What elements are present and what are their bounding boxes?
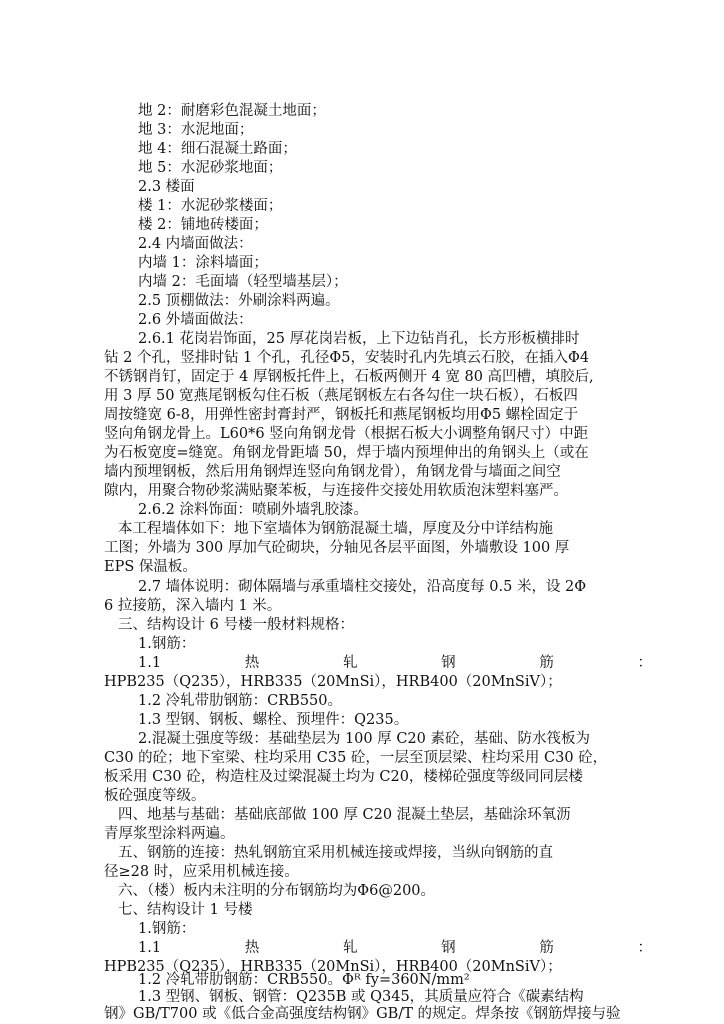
justified-token: 钢 bbox=[441, 655, 456, 671]
paragraph-line: C30 的砼；地下室梁、柱均采用 C35 砼，一层至顶层梁、柱均采用 C30 砼， bbox=[104, 750, 608, 766]
paragraph-line: 板采用 C30 砼，构造柱及过梁混凝土均为 C20，楼梯砼强度等级同同层楼 bbox=[104, 769, 583, 785]
justified-token: 筋 bbox=[539, 655, 554, 671]
paragraph-line: 周按缝宽 6-8，用弹性密封膏封严，钢板托和燕尾钢板均用Φ5 螺栓固定于 bbox=[104, 407, 579, 423]
paragraph-line: 青厚浆型涂料两遍。 bbox=[104, 826, 235, 842]
paragraph-line: 四、地基与基础：基础底部做 100 厚 C20 混凝土垫层，基础涂环氧沥 bbox=[118, 807, 571, 823]
section-heading: 2.4 内墙面做法： bbox=[138, 236, 253, 252]
justified-line bbox=[104, 939, 652, 957]
section-heading: 2.3 楼面 bbox=[138, 179, 195, 195]
text-line: 内墙 2：毛面墙（轻型墙基层）； bbox=[138, 274, 348, 290]
text-line: 1.2 冷轧带肋钢筋：CRB550。Φᴿ fy=360N/mm² bbox=[138, 972, 470, 988]
text-line: 地 5：水泥砂浆地面； bbox=[138, 160, 283, 176]
paragraph-line: 墙内预埋钢板，然后用角钢焊连竖向角钢龙骨），角钢龙骨与墙面之间空 bbox=[104, 464, 561, 480]
justified-token: 轧 bbox=[342, 655, 358, 671]
justified-token: 钢 bbox=[441, 940, 456, 956]
text-line: 2.5 顶棚做法：外刷涂料两遍。 bbox=[138, 293, 340, 309]
justified-token: 筋 bbox=[539, 940, 554, 956]
paragraph-line: 竖向角钢龙骨上。L60*6 竖向角钢龙骨（根据石板大小调整角钢尺寸）中距 bbox=[104, 426, 589, 442]
text-line: HPB235（Q235），HRB335（20MnSi），HRB400（20MnSiV）； bbox=[104, 674, 562, 690]
section-heading: 七、结构设计 1 号楼 bbox=[118, 902, 253, 918]
justified-token: 热 bbox=[244, 940, 260, 956]
paragraph-line: 钢》GB/T700 或《低合金高强度结构钢》GB/T 的规定。焊条按《钢筋焊接与验 bbox=[104, 1006, 621, 1022]
paragraph-line: 不锈钢肖钉，固定于 4 厚钢板托件上，石板两侧开 4 宽 80 高凹槽，填胶后, bbox=[104, 369, 594, 385]
section-heading: 三、结构设计 6 号楼一般材料规格： bbox=[118, 617, 354, 633]
paragraph-line: 1.3 型钢、钢板、钢管：Q235B 或 Q345，其质量应符合《碳素结构 bbox=[138, 989, 584, 1005]
paragraph-line: 工图；外墙为 300 厚加气砼砌块，分轴见各层平面图，外墙敷设 100 厚 bbox=[104, 540, 570, 556]
justified-token: 轧 bbox=[342, 940, 358, 956]
paragraph-line: 2.混凝土强度等级：基础垫层为 100 厚 C20 素砼，基础、防水筏板为 bbox=[138, 731, 590, 747]
justified-token: 1.1 bbox=[138, 655, 162, 671]
paragraph-line: 钻 2 个孔，竖排时钻 1 个孔，孔径Φ5，安装时孔内先填云石胶，在插入Φ4 bbox=[104, 350, 590, 366]
paragraph-line: 为石板宽度=缝宽。角钢龙骨距墙 50，焊于墙内预埋伸出的角钢头上（或在 bbox=[104, 445, 589, 461]
text-line: 楼 2：铺地砖楼面； bbox=[138, 217, 268, 233]
justified-token: 1.1 bbox=[138, 940, 162, 956]
justified-token: 热 bbox=[244, 655, 260, 671]
justified-token: ： bbox=[637, 940, 652, 956]
paragraph-line: 六、（楼）板内未注明的分布钢筋均为Φ6@200。 bbox=[118, 883, 436, 899]
text-line: 楼 1：水泥砂浆楼面； bbox=[138, 198, 283, 214]
text-line: 地 2：耐磨彩色混凝土地面； bbox=[138, 103, 326, 119]
paragraph-line: 用 3 厚 50 宽燕尾钢板勾住石板（燕尾钢板左右各勾住一块石板），石板四 bbox=[104, 388, 578, 404]
justified-token: ： bbox=[637, 655, 652, 671]
paragraph-line: 径≥28 时，应采用机械连接。 bbox=[104, 864, 299, 880]
paragraph-line: 2.6.1 花岗岩饰面，25 厚花岗岩板，上下边钻肖孔，长方形板横排时 bbox=[138, 331, 580, 347]
text-line: HPB235（Q235），HRB335（20MnSi），HRB400（20MnSiV）； bbox=[104, 959, 562, 975]
section-heading: 2.6 外墙面做法： bbox=[138, 312, 253, 328]
justified-line bbox=[104, 654, 652, 672]
paragraph-line: 6 拉接筋，深入墙内 1 米。 bbox=[104, 598, 282, 614]
text-line: 1.钢筋： bbox=[138, 921, 196, 937]
paragraph-line: 板砼强度等级。 bbox=[104, 788, 206, 804]
text-line: 内墙 1：涂料墙面； bbox=[138, 255, 268, 271]
paragraph-line: EPS 保温板。 bbox=[104, 559, 197, 575]
paragraph-line: 2.7 墙体说明：砌体隔墙与承重墙柱交接处，沿高度每 0.5 米，设 2Φ bbox=[138, 579, 587, 595]
text-line: 1.钢筋： bbox=[138, 636, 196, 652]
paragraph-line: 隙内，用聚合物砂浆满贴聚苯板，与连接件交接处用软质泡沫塑料塞严。 bbox=[104, 483, 568, 499]
paragraph-line: 2.6.2 涂料饰面：喷刷外墙乳胶漆。 bbox=[138, 502, 369, 518]
text-line: 地 4：细石混凝土路面； bbox=[138, 141, 297, 157]
paragraph-line: 五、钢筋的连接：热轧钢筋宜采用机械连接或焊接，当纵向钢筋的直 bbox=[118, 845, 553, 861]
text-line: 地 3：水泥地面； bbox=[138, 122, 254, 138]
text-line: 1.3 型钢、钢板、螺栓、预埋件：Q235。 bbox=[138, 712, 409, 728]
text-line: 1.2 冷轧带肋钢筋：CRB550。 bbox=[138, 693, 343, 709]
paragraph-line: 本工程墙体如下：地下室墙体为钢筋混凝土墙，厚度及分中详结构施 bbox=[118, 521, 553, 537]
